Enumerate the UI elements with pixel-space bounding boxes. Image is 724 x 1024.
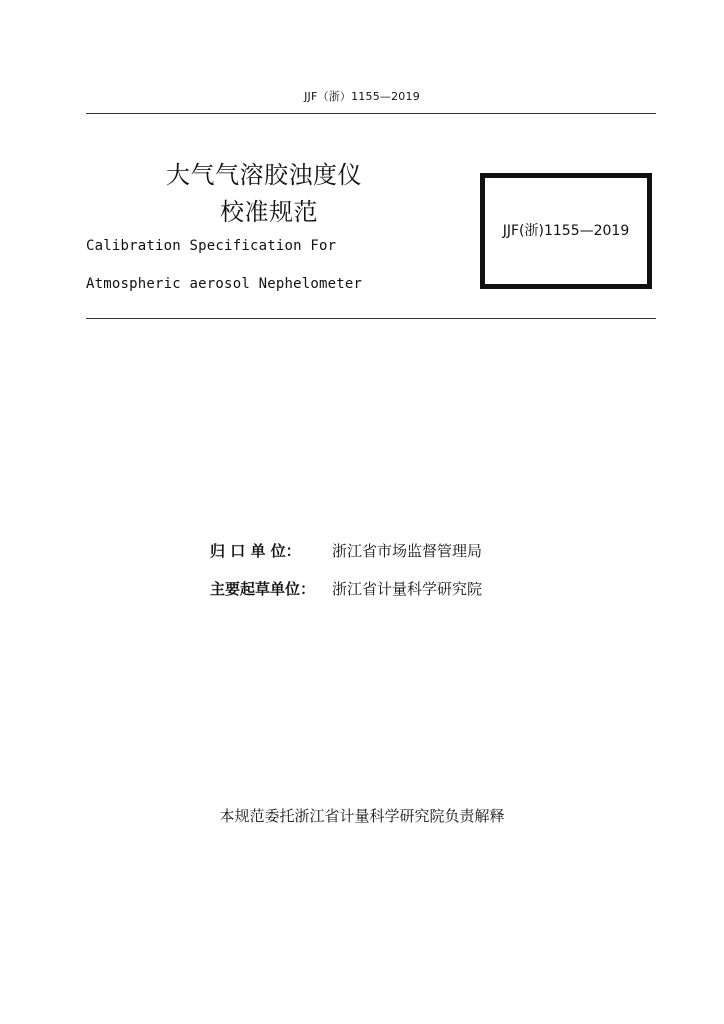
title-chinese-line-2: 校准规范 <box>220 198 318 226</box>
responsible-unit-value: 浙江省市场监督管理局 <box>332 542 483 560</box>
header-document-code: JJF（浙）1155—2019 <box>304 90 420 103</box>
interpretation-note: 本规范委托浙江省计量科学研究院负责解释 <box>219 807 505 825</box>
standard-code-text: JJF(浙)1155—2019 <box>502 223 630 239</box>
standard-code-box <box>480 173 652 289</box>
drafting-unit-value: 浙江省计量科学研究院 <box>332 580 483 598</box>
responsible-unit-label: 归 口 单 位： <box>210 542 301 560</box>
middle-divider <box>86 318 656 319</box>
drafting-unit-row <box>210 578 482 599</box>
responsible-unit-row <box>210 540 482 561</box>
title-chinese-line-1: 大气气溶胶浊度仪 <box>166 161 362 189</box>
top-divider <box>86 113 656 114</box>
drafting-unit-label: 主要起草单位： <box>210 580 316 598</box>
title-english-line-1: Calibration Specification For <box>86 238 337 254</box>
title-english-line-2: Atmospheric aerosol Nephelometer <box>86 276 363 292</box>
